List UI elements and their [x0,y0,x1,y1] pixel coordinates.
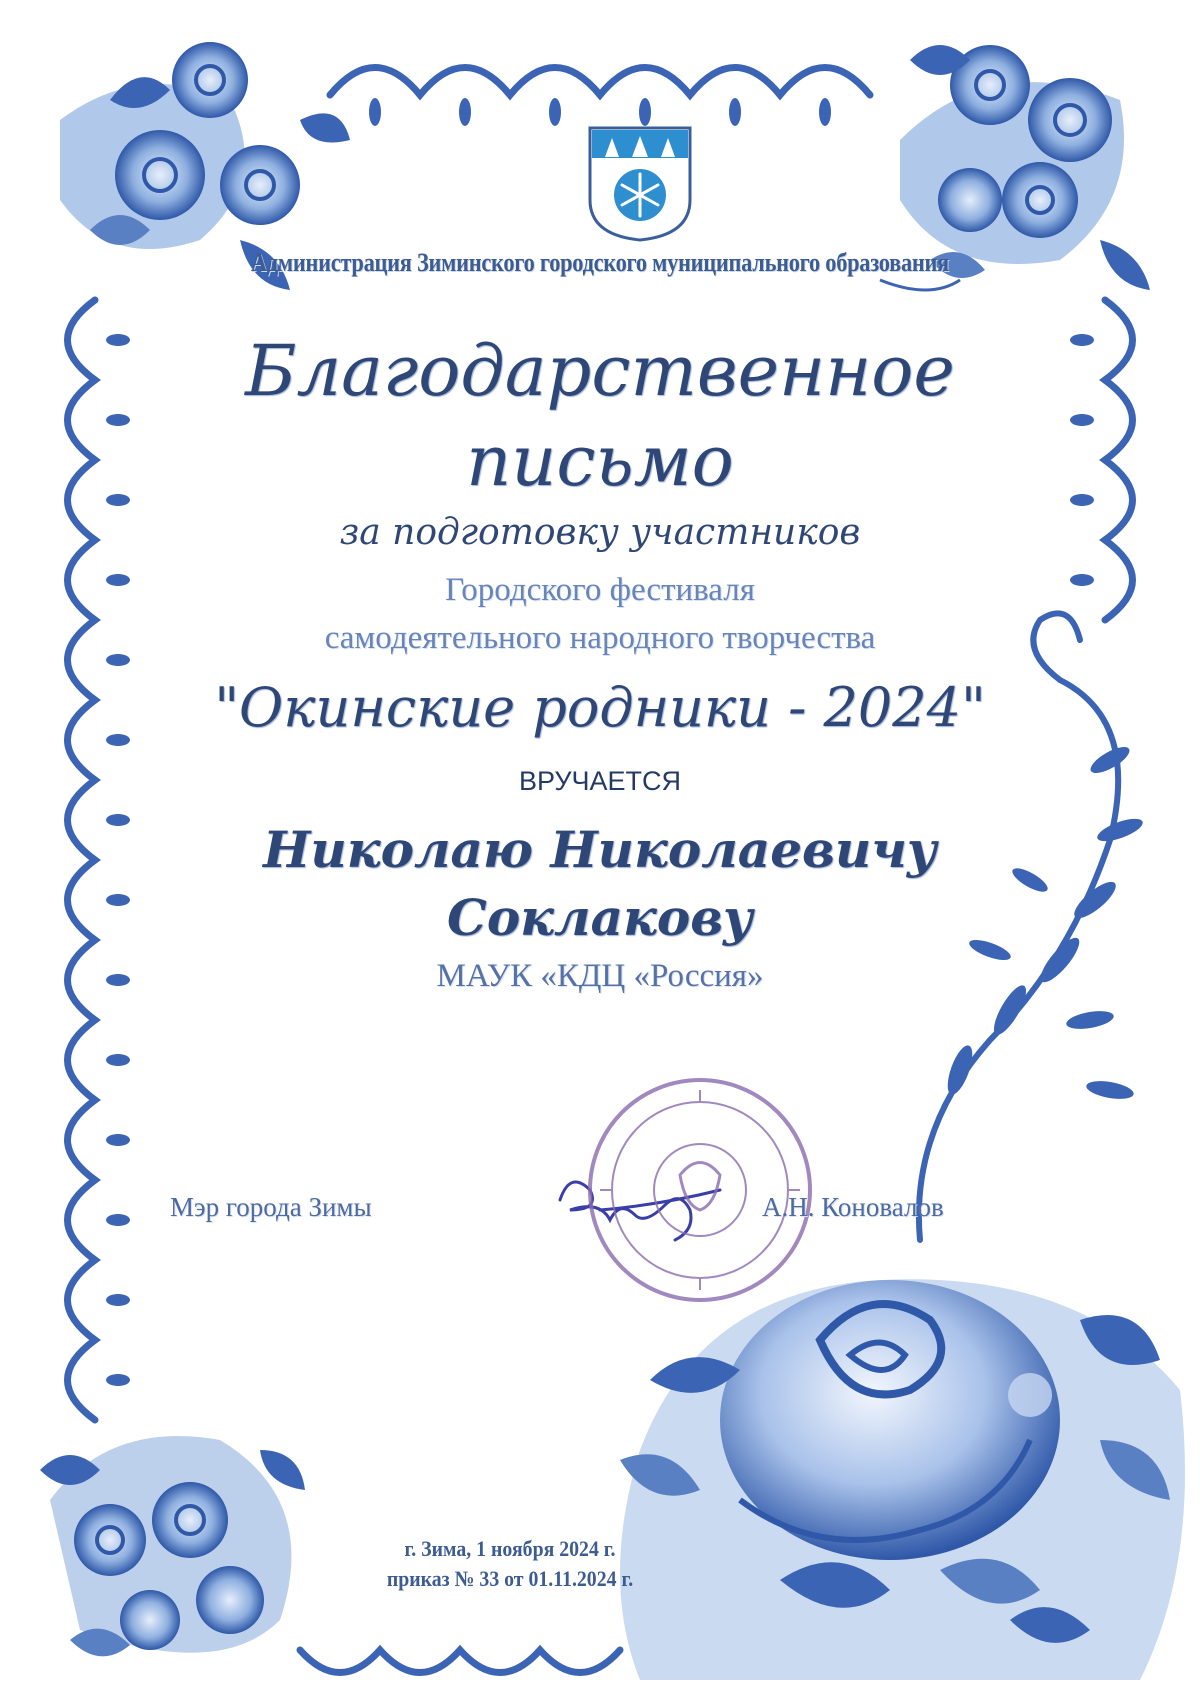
order-reference: приказ № 33 от 01.11.2024 г. [386,1566,634,1591]
recipient-organization: МАУК «КДЦ «Россия» [436,958,764,994]
festival-line-1: Городского фестиваля [445,572,755,608]
subtitle: за подготовку участников [339,512,861,553]
festival-line-2: самодеятельного народного творчества [324,620,876,656]
top-border-drops [369,98,831,126]
recipient-name-line-1: Николаю Николаевичу [263,820,937,879]
bottom-scallop-border [300,1650,620,1673]
title-line-1: Благодарственное [245,330,955,412]
title-line-2: письмо [466,420,734,502]
bottom-left-bouquet [40,1436,305,1656]
issuer-heading: Администрация Зиминского городского муниципального образования [250,248,950,277]
signatory-position: Мэр города Зимы [170,1192,372,1222]
signature [560,1182,720,1240]
signatory-name: А.Н. Коновалов [762,1192,944,1222]
recipient-name-line-2: Соклакову [447,888,753,947]
place-date: г. Зима, 1 ноября 2024 г. [404,1536,616,1561]
awarded-label: ВРУЧАЕТСЯ [518,766,682,796]
coat-of-arms [590,128,690,240]
festival-name: "Окинские родники - 2024" [214,676,986,739]
official-stamp [590,1080,810,1300]
top-scallop-border [330,68,870,96]
bottom-right-bouquet [620,1279,1185,1680]
